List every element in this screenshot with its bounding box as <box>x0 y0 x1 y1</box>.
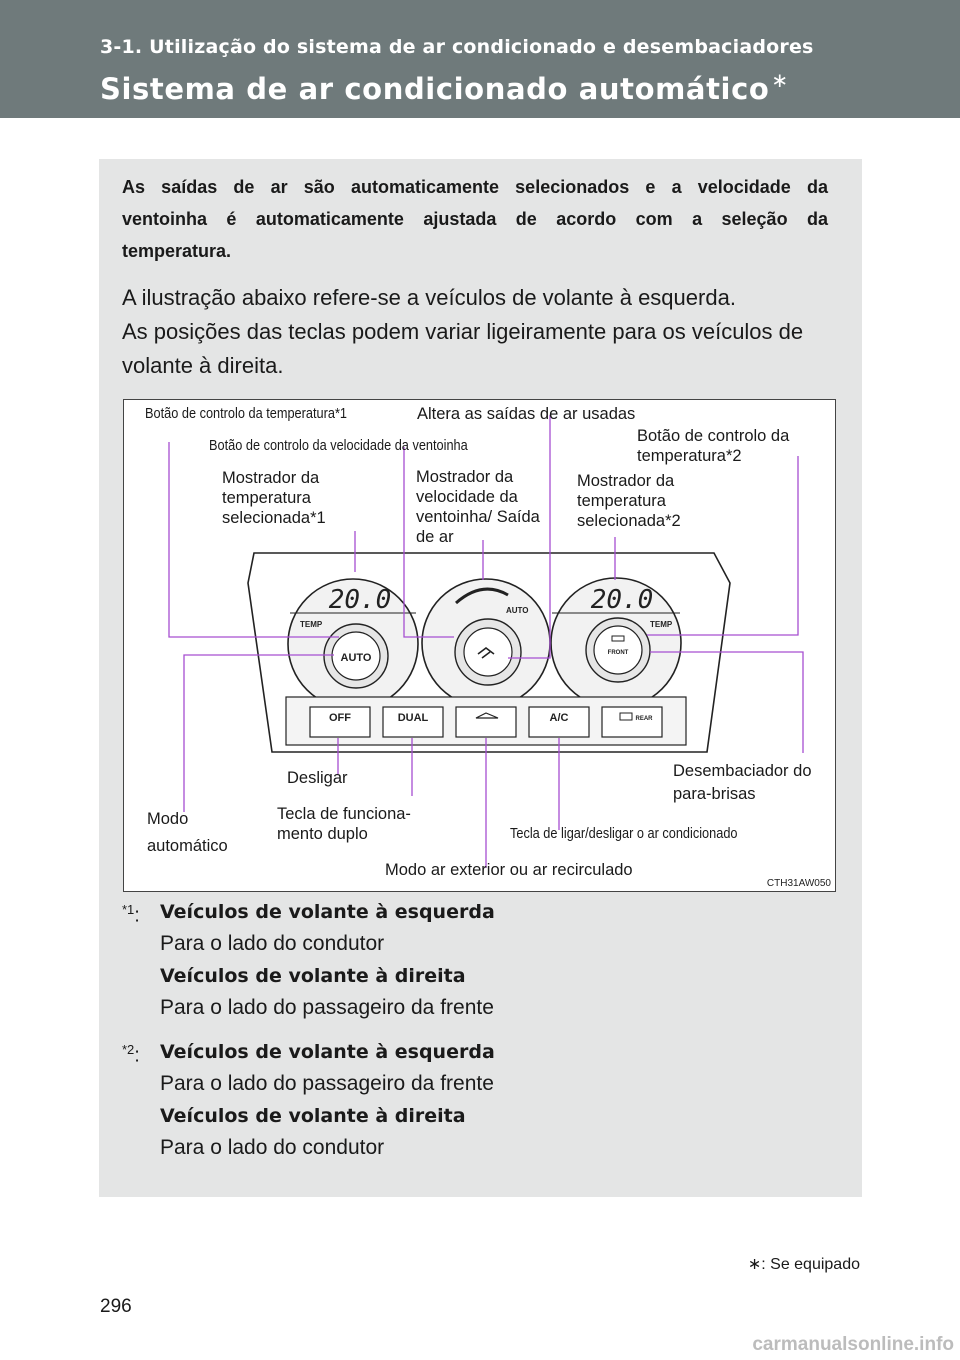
intro-text: As saídas de ar são automaticamente selecionados e a velocidade da ventoinha é automaticamente ajustada de acordo com a seleção da temperatura. <box>122 177 828 261</box>
label-temp-knob-2: Botão de controlo da temperatura*2 <box>637 427 790 465</box>
note-1 <box>122 896 842 1024</box>
page-number: 296 <box>100 1296 132 1317</box>
page-title <box>100 68 789 106</box>
label-temp-display-1: Mostrador da temperatura selecionada*1 <box>222 469 326 527</box>
climate-control-figure <box>123 399 836 892</box>
temp-text-left: TEMP <box>300 620 323 629</box>
off-button-text: OFF <box>329 712 351 724</box>
ac-button-text: A/C <box>549 712 569 724</box>
right-dial <box>551 578 681 708</box>
label-recirc: Modo ar exterior ou ar recirculado <box>385 861 633 879</box>
note-1-line-4: Para o lado do passageiro da frente <box>160 996 494 1019</box>
front-text: FRONT <box>607 650 629 656</box>
note-1-line-1: Veículos de volante à esquerda <box>160 901 495 923</box>
display-1-text: 20.0 <box>328 585 392 615</box>
note-1-mark: $^{*1}$: <box>122 902 140 927</box>
left-dial <box>288 579 418 709</box>
footnote: ∗: Se equipado <box>747 1256 860 1273</box>
label-ac: Tecla de ligar/desligar o ar condicionado <box>510 825 738 842</box>
label-defroster: Desembaciador do para-brisas <box>673 762 812 803</box>
label-dual: Tecla de funciona- mento duplo <box>277 805 411 843</box>
label-temp-knob-1: Botão de controlo da temperatura*1 <box>145 405 348 422</box>
section-heading: 3-1. Utilização do sistema de ar condicionado e desembaciadores <box>100 36 814 58</box>
figure-code: CTH31AW050 <box>766 878 831 889</box>
label-off: Desligar <box>287 769 348 787</box>
auto-text-center: AUTO <box>506 606 529 615</box>
auto-button-text: AUTO <box>340 652 372 664</box>
equipped-mark: ∗ <box>771 68 789 92</box>
rear-button-text: REAR <box>635 716 653 722</box>
page-header <box>0 0 960 118</box>
label-temp-display-2: Mostrador da temperatura selecionada*2 <box>577 472 681 530</box>
page-title-text: Sistema de ar condicionado automático <box>100 72 770 106</box>
illustration-note-line-2: As posições das teclas podem variar ligeiramente para os veículos de volante à direita. <box>122 319 804 378</box>
note-2-line-1: Veículos de volante à esquerda <box>160 1041 495 1063</box>
label-fan-display: Mostrador da velocidade da ventoinha/ Saída de ar <box>416 468 540 546</box>
note-1-line-3: Veículos de volante à direita <box>160 965 466 987</box>
note-2-line-4: Para o lado do condutor <box>160 1136 385 1159</box>
illustration-note-line-1: A ilustração abaixo refere-se a veículos de volante à esquerda. <box>122 285 736 310</box>
temp-text-right: TEMP <box>650 620 673 629</box>
center-dial <box>422 579 550 707</box>
dual-button-text: DUAL <box>397 712 429 724</box>
button-row <box>286 697 686 745</box>
display-2-text: 20.0 <box>590 585 654 615</box>
note-2-mark: $^{*2}$: <box>122 1042 140 1067</box>
note-2-line-2: Para o lado do passageiro da frente <box>160 1072 494 1095</box>
notes <box>122 896 842 1176</box>
illustration-note <box>122 281 842 383</box>
label-outlets: Altera as saídas de ar usadas <box>417 405 636 423</box>
watermark: carmanualsonline.info <box>752 1334 954 1355</box>
label-fan-knob: Botão de controlo da velocidade da ventoinha <box>209 437 468 454</box>
note-2 <box>122 1036 842 1164</box>
label-auto-mode: Modo automático <box>147 810 228 855</box>
note-1-line-2: Para o lado do condutor <box>160 932 385 955</box>
note-2-line-3: Veículos de volante à direita <box>160 1105 466 1127</box>
